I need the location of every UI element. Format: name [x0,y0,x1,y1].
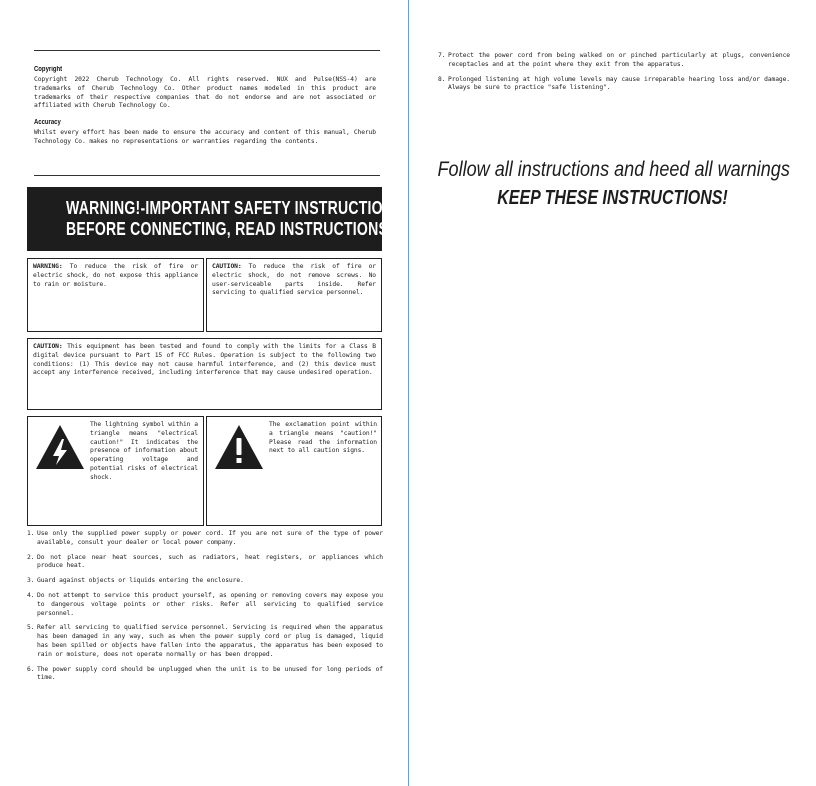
list-item: 8. Prolonged listening at high volume levels may cause irreparable hearing loss and/or damage. Always be sure to practice "safe listening". [438,75,790,92]
lightning-symbol-box [27,416,204,526]
exclamation-text: The exclamation point within a triangle means "caution!" Please read the information next to all caution signs. [269,421,377,455]
banner-line-2: BEFORE CONNECTING, READ INSTRUCTIONS [66,219,389,239]
lightning-text: The lightning symbol within a triangle means "electrical caution!" It indicates the presence of information about operating voltage and potential risks of electrical shock. [90,421,198,481]
list-item: 7. Protect the power cord from being walked on or pinched particularly at plugs, convenience receptacles and at the point where they exit from the apparatus. [438,52,790,68]
right-page [409,0,816,786]
caution-label: CAUTION: [212,263,242,270]
top-rule [34,50,380,51]
copyright-heading: Copyright [34,66,63,73]
banner-line-1: WARNING!-IMPORTANT SAFETY INSTRUCTIONS [66,198,403,218]
warning-label: WARNING: [33,263,63,270]
copyright-text: Copyright 2022 Cherub Technology Co. All rights reserved. NUX and Pulse(NSS-4) are trademarks of Cherub Technology Co. Other product names modeled in this product are trademarks of their respective companies that do not endorse and are not associated or affiliated with Cherub Technology Co. [34,76,376,110]
list-item: 3. Guard against objects or liquids entering the enclosure. [27,577,244,585]
fcc-text: This equipment has been tested and found to comply with the limits for a Class B digital device pursuant to Part 15 of FCC Rules. Operation is subject to the following two conditions: (1) This device may not cause harmful interference, and (2) this device must accept any interference received, including interference that may cause undesired operation. [33,343,376,377]
list-item: 4. Do not attempt to service this product yourself, as opening or removing covers may expose you to dangerous voltage points or other risks. Refer all servicing to qualified service personnel. [27,591,383,617]
exclamation-triangle-icon [213,423,265,471]
lightning-triangle-icon [34,423,86,471]
fcc-label: CAUTION: [33,343,63,350]
instructions-list-right [438,52,790,99]
safety-warning-banner [27,187,403,251]
fcc-caution-box [27,338,382,410]
caution-box [206,258,382,332]
list-item: 5. Refer all servicing to qualified service personnel. Servicing is required when the apparatus has been damaged in any way, such as when the power supply cord or plug is damaged, liquid has been spilled or objects have fallen into the apparatus, the apparatus has been exposed to rain or moisture, does not operate normally or has been dropped. [27,624,383,658]
list-item: 2. Do not place near heat sources, such as radiators, heat registers, or appliances which produce heat. [27,553,383,570]
warning-text: To reduce the risk of fire or electric shock, do not expose this appliance to rain or moisture. [33,263,198,288]
list-item: 6. The power supply cord should be unplugged when the unit is to be unused for long periods of time. [27,665,383,682]
section-rule [34,175,380,176]
caution-text: To reduce the risk of fire or electric shock, do not remove screws. No user-serviceable parts inside. Refer servicing to qualified service personnel. [212,263,376,297]
accuracy-heading: Accuracy [34,119,61,127]
instructions-list-left [27,530,383,689]
copyright-section [34,58,376,147]
follow-instructions-text: Follow all instructions and heed all warnings [437,158,790,181]
accuracy-text: Whilst every effort has been made to ensure the accuracy and content of this manual, Cherub Technology Co. makes no representations or warranties regarding the contents. [34,129,376,145]
exclamation-symbol-box [206,416,382,526]
list-item: 1. Use only the supplied power supply or power cord. If you are not sure of the type of power available, consult your dealer or local power company. [27,530,383,546]
warning-box [27,258,204,332]
keep-instructions-text: KEEP THESE INSTRUCTIONS! [497,187,728,209]
